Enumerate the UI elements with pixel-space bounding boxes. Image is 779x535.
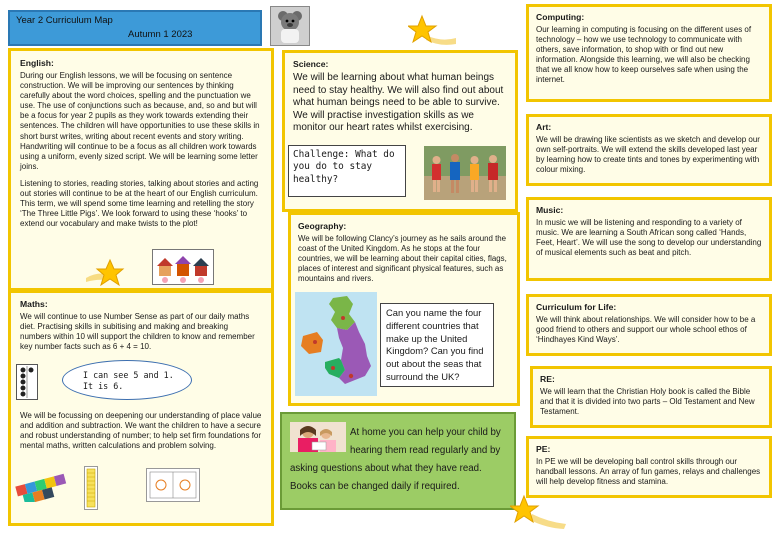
speech-bubble-text: I can see 5 and 1. It is 6. xyxy=(83,370,174,391)
curriculum-for-life-text: We will think about relationships. We will consider how to be a good friend to others and support our whole school ethos of ‘Hindhayes Kind Ways’. xyxy=(536,315,756,345)
runners-photo xyxy=(424,146,506,200)
geography-question-box xyxy=(380,303,494,387)
part-whole-picture xyxy=(146,468,200,502)
art-heading: Art: xyxy=(536,122,552,132)
curriculum-for-life-panel xyxy=(526,294,772,356)
computing-panel xyxy=(526,4,772,102)
science-text: We will be learning about what human beings need to stay healthy. We will also find out about what human beings need to be able to survive. We will practise investigation skills as we monitor our heart rates whilst exercising. xyxy=(293,72,504,134)
science-heading: Science: xyxy=(293,59,329,69)
header-banner xyxy=(8,10,262,46)
re-text: We will learn that the Christian Holy book is called the Bible and that it is divided into two parts – Old Testament and New Testament. xyxy=(540,387,755,417)
geography-text: We will be following Clancy’s journey as he sails around the coast of the United Kingdom. As he stops at the four countries, we will be learning about their capital cities, flags, places of interest and significant physical features, such as mountains and rivers. xyxy=(298,234,507,283)
challenge-text: Challenge: What do you do to stay healthy? xyxy=(293,149,395,185)
bear-photo xyxy=(270,6,310,46)
challenge-box xyxy=(288,145,406,197)
ten-frame-picture xyxy=(16,364,38,400)
home-reading-text: At home you can help your child by hearing them read regularly and by asking questions about what they have read. Books can be changed daily if required. xyxy=(290,427,501,492)
term-label: Autumn 1 2023 xyxy=(128,29,193,40)
computing-heading: Computing: xyxy=(536,12,585,22)
music-panel xyxy=(526,197,772,281)
english-paragraph-2: Listening to stories, reading stories, talking about stories and acting out stories will continue to be at the heart of our English curriculum. This term, we will spend some time learning and retelling the story ‘The Three Little Pigs’. We look forward to using these ‘hooks’ to extend our vocabulary and make twists to the plot! xyxy=(20,178,259,229)
home-reading-panel xyxy=(280,412,516,510)
music-text: In music we will be listening and responding to a variety of music. We are learning a South African song called ‘Hands, Feet, Heart’. We will use the song to develop our understanding of musical elements such as beat and pitch. xyxy=(536,218,762,258)
english-panel xyxy=(8,48,274,291)
music-heading: Music: xyxy=(536,205,564,215)
re-panel xyxy=(530,366,772,428)
art-text: We will be drawing like scientists as we sketch and develop our own self-portraits. We will extend the skills developed last year by learning how to create tints and tones by experimenting with colour mixing. xyxy=(536,135,760,175)
shooting-star-icon xyxy=(510,494,568,530)
uk-map xyxy=(295,292,377,396)
art-panel xyxy=(526,114,772,186)
pe-text: In PE we will be developing ball control skills through our handball lessons. An array of fun games, relays and challenges will help develop fitness and stamina. xyxy=(536,457,761,487)
computing-text: Our learning in computing is focusing on the different uses of technology – how we use technology to communicate with others, save information, to shop with or find out new information. Alongside this learning, we will also be checking that we all know how to keep ourselves safe when using the internet. xyxy=(536,25,752,85)
geography-question-text: Can you name the four different countries that make up the United Kingdom? Can you find out about the seas that surround the UK? xyxy=(386,307,484,382)
place-value-picture xyxy=(84,466,98,510)
maths-paragraph-2: We will be focussing on deepening our understanding of place value and addition and subtraction. We want the children to have a secure and robust understanding of number; to help set firm foundations for mental maths, written calculations and problem solving. xyxy=(20,411,262,451)
pe-heading: PE: xyxy=(536,444,551,454)
re-heading: RE: xyxy=(540,374,555,384)
curriculum-for-life-heading: Curriculum for Life: xyxy=(536,302,617,312)
page-title: Year 2 Curriculum Map xyxy=(16,15,113,26)
reading-photo xyxy=(290,422,346,452)
english-paragraph-1: During our English lessons, we will be focusing on sentence construction. We will be improving our sentences by thinking carefully about the word choices, spelling and the punctuation we use. The use of conjunctions such as because, and, so and but will be a focus for year 2 pupils as they work towards extending their sentences. The children will have opportunities to use these skills in short burst writes, writing about recent events and story writing. Handwriting will continue to be a focus as all children work towards using a uniform, evenly sized script. We will be learning some letter joins. xyxy=(20,71,260,171)
pe-panel xyxy=(526,436,772,498)
maths-heading: Maths: xyxy=(20,299,48,309)
three-little-pigs-picture xyxy=(152,249,214,285)
speech-bubble xyxy=(62,360,192,400)
shooting-star-icon xyxy=(408,14,458,52)
star-icon xyxy=(86,258,126,288)
maths-paragraph-1: We will continue to use Number Sense as part of our daily maths diet. Practising skills in subitising and making and breaking numbers within 10 will support the children to know and remember key number facts such as 6 + 4 = 10. xyxy=(20,312,255,352)
geography-heading: Geography: xyxy=(298,221,347,231)
english-heading: English: xyxy=(20,58,54,68)
number-blocks-picture xyxy=(14,470,69,502)
